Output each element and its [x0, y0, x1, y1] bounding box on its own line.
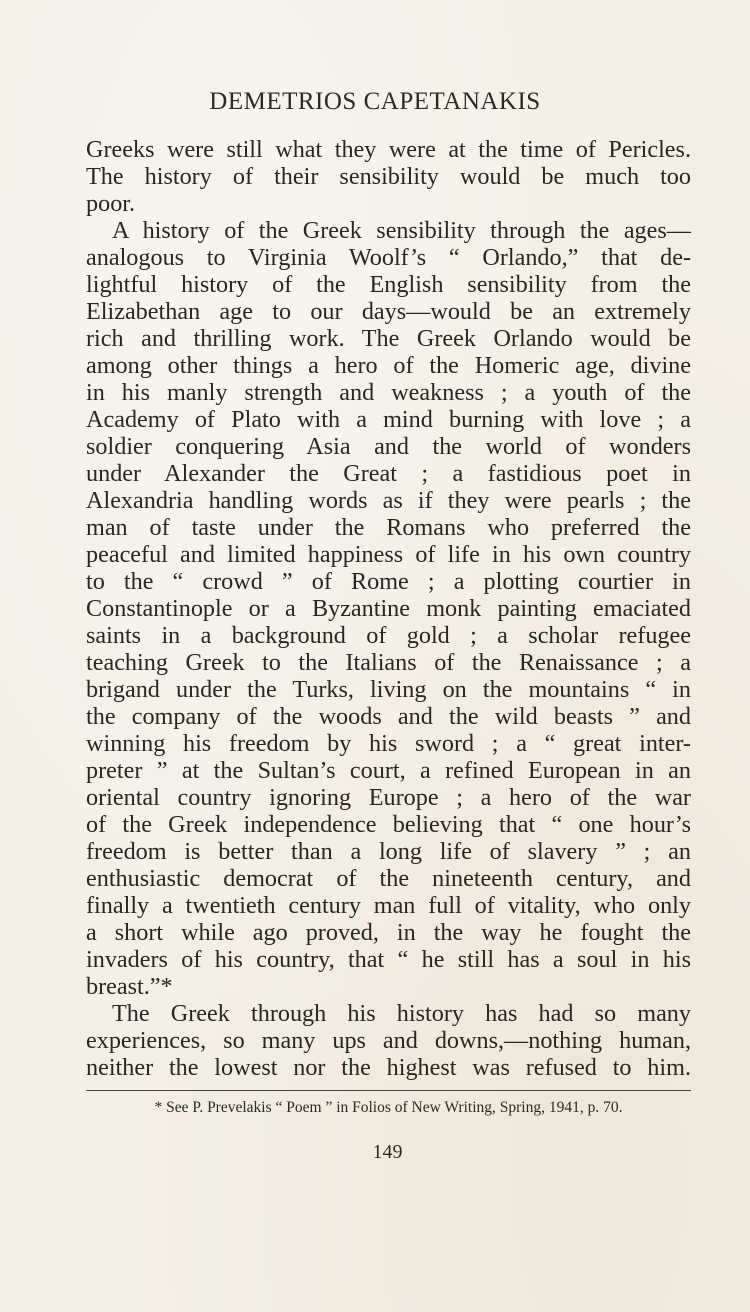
text-line: The Greek through his history has had so many — [112, 1000, 691, 1027]
text-line: freedom is better than a long life of slavery ” ; an — [86, 838, 691, 865]
text-line: in his manly strength and weakness ; a youth of the — [86, 379, 691, 406]
text-line: A history of the Greek sensibility through the ages— — [112, 217, 691, 244]
text-line: to the “ crowd ” of Rome ; a plotting courtier in — [86, 568, 691, 595]
text-line: Academy of Plato with a mind burning with love ; a — [86, 406, 691, 433]
text-line: Greeks were still what they were at the time of Pericles. — [86, 136, 691, 163]
text-line: lightful history of the English sensibility from the — [86, 271, 691, 298]
running-head: DEMETRIOS CAPETANAKIS — [209, 88, 541, 115]
text-line: among other things a hero of the Homeric age, divine — [86, 352, 691, 379]
footnote: * See P. Prevelakis “ Poem ” in Folios of New Writing, Spring, 1941, p. 70. — [154, 1099, 623, 1116]
text-line: oriental country ignoring Europe ; a hero of the war — [86, 784, 691, 811]
text-line: winning his freedom by his sword ; a “ great inter- — [86, 730, 691, 757]
text-line: breast.”* — [86, 973, 173, 1000]
text-line: Constantinople or a Byzantine monk painting emaciated — [86, 595, 691, 622]
text-line: the company of the woods and the wild beasts ” and — [86, 703, 691, 730]
text-line: Elizabethan age to our days—would be an extremely — [86, 298, 691, 325]
text-line: invaders of his country, that “ he still has a soul in his — [86, 946, 691, 973]
text-line: Alexandria handling words as if they were pearls ; the — [86, 487, 691, 514]
text-line: peaceful and limited happiness of life in his own country — [86, 541, 691, 568]
text-line: brigand under the Turks, living on the mountains “ in — [86, 676, 691, 703]
text-line: neither the lowest nor the highest was refused to him. — [86, 1054, 691, 1081]
text-line: preter ” at the Sultan’s court, a refined European in an — [86, 757, 691, 784]
text-line: saints in a background of gold ; a scholar refugee — [86, 622, 691, 649]
text-line: The history of their sensibility would be much too — [86, 163, 691, 190]
text-line: man of taste under the Romans who preferred the — [86, 514, 691, 541]
text-line: a short while ago proved, in the way he fought the — [86, 919, 691, 946]
text-line: of the Greek independence believing that “ one hour’s — [86, 811, 691, 838]
text-line: analogous to Virginia Woolf’s “ Orlando,” that de- — [86, 244, 691, 271]
text-line: teaching Greek to the Italians of the Renaissance ; a — [86, 649, 691, 676]
text-line: under Alexander the Great ; a fastidious poet in — [86, 460, 691, 487]
text-line: finally a twentieth century man full of vitality, who only — [86, 892, 691, 919]
text-line: soldier conquering Asia and the world of wonders — [86, 433, 691, 460]
text-line: experiences, so many ups and downs,—nothing human, — [86, 1027, 691, 1054]
page-number: 149 — [372, 1141, 403, 1163]
text-line: enthusiastic democrat of the nineteenth century, and — [86, 865, 691, 892]
text-line: rich and thrilling work. The Greek Orlando would be — [86, 325, 691, 352]
text-line: poor. — [86, 190, 136, 217]
body-text — [86, 136, 691, 1081]
footnote-rule — [86, 1090, 691, 1091]
